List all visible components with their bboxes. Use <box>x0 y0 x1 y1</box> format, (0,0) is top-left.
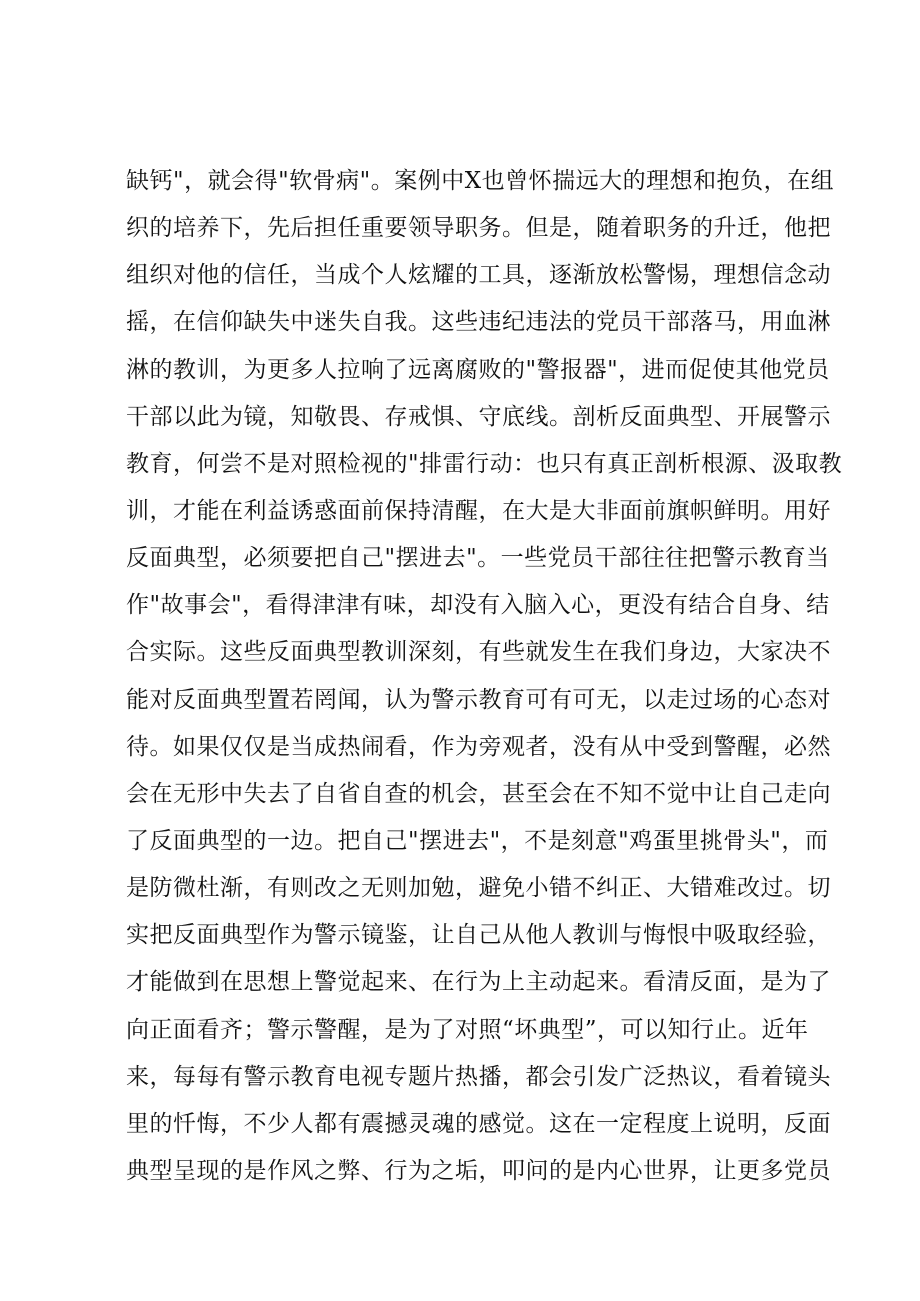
paragraph-line: 反面典型，必须要把自己"摆进去"。一些党员干部往往把警示教育当 <box>126 545 830 572</box>
paragraph-line: 能对反面典型置若罔闻，认为警示教育可有可无，以走过场的心态对 <box>126 686 831 713</box>
paragraph-line: 作"故事会"，看得津津有味，却没有入脑入心，更没有结合自身、结 <box>126 592 830 619</box>
paragraph-line: 干部以此为镜，知敬畏、存戒惧、守底线。剖析反面典型、开展警示 <box>126 403 831 430</box>
paragraph-line: 里的忏悔，不少人都有震撼灵魂的感觉。这在一定程度上说明，反面 <box>126 1110 831 1137</box>
paragraph-line: 摇，在信仰缺失中迷失自我。这些违纪违法的党员干部落马，用血淋 <box>126 309 831 336</box>
paragraph-line: 了反面典型的一边。把自己"摆进去"，不是刻意"鸡蛋里挑骨头"，而 <box>126 827 829 854</box>
paragraph-line: 合实际。这些反面典型教训深刻，有些就发生在我们身边，大家决不 <box>126 639 831 666</box>
paragraph-line: 缺钙"，就会得"软骨病"。案例中X也曾怀揣远大的理想和抱负，在组 <box>126 168 835 194</box>
paragraph-line: 实把反面典型作为警示镜鉴，让自己从他人教训与悔恨中吸取经验， <box>126 922 831 949</box>
paragraph-line: 会在无形中失去了自省自查的机会，甚至会在不知不觉中让自己走向 <box>126 780 831 807</box>
paragraph-line: 织的培养下，先后担任重要领导职务。但是，随着职务的升迁，他把 <box>126 215 831 242</box>
body-paragraph <box>126 158 843 1195</box>
paragraph-line: 来，每每有警示教育电视专题片热播，都会引发广泛热议，看着镜头 <box>126 1063 831 1090</box>
paragraph-line: 教育，何尝不是对照检视的"排雷行动：也只有真正剖析根源、汲取教 <box>126 450 843 477</box>
paragraph-line: 典型呈现的是作风之弊、行为之垢，叩问的是内心世界，让更多党员 <box>126 1157 831 1184</box>
paragraph-line: 是防微杜渐，有则改之无则加勉，避免小错不纠正、大错难改过。切 <box>126 875 831 902</box>
paragraph-line: 才能做到在思想上警觉起来、在行为上主动起来。看清反面，是为了 <box>126 969 831 996</box>
paragraph-line: 待。如果仅仅是当成热闹看，作为旁观者，没有从中受到警醒，必然 <box>126 733 831 760</box>
paragraph-line: 向正面看齐；警示警醒，是为了对照“坏典型”，可以知行止。近年 <box>126 1016 809 1043</box>
paragraph-line: 训，才能在利益诱惑面前保持清醒，在大是大非面前旗帜鲜明。用好 <box>126 497 831 524</box>
paragraph-line: 淋的教训，为更多人拉响了远离腐败的"警报器"，进而促使其他党员 <box>126 356 830 383</box>
paragraph-line: 组织对他的信任，当成个人炫耀的工具，逐渐放松警惕，理想信念动 <box>126 262 831 289</box>
